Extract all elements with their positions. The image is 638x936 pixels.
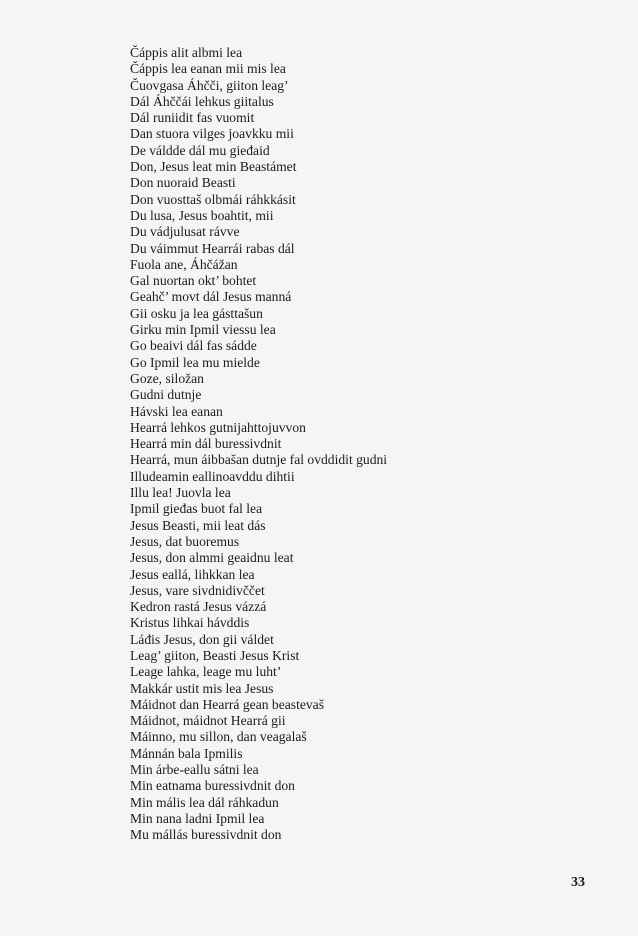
index-entry: Fuola ane, Áhčážan [130,256,238,272]
index-entry: Kristus lihkai hávddis [130,615,250,631]
index-entry: Dál Áhččái lehkus giitalus [130,93,274,109]
index-entry: Don vuosttaš olbmái ráhkkásit [130,191,296,207]
index-entry: Illu lea! Juovla lea [130,485,231,501]
index-entry: Makkár ustit mis lea Jesus [130,680,274,696]
index-entry: Leage lahka, leage mu luht’ [130,664,282,680]
index-entry: Jesus Beasti, mii leat dás [130,517,266,533]
index-entry: Gudni dutnje [130,387,202,403]
index-entry: Go beaivi dál fas sádde [130,338,257,354]
index-entry: Máidnot dan Hearrá gean beastevaš [130,696,325,712]
index-entry: Kedron rastá Jesus vázzá [130,599,267,615]
index-entry: Gal nuortan okt’ bohtet [130,273,257,289]
index-entry: De váldde dál mu gieđaid [130,142,270,158]
index-entry: Hávski lea eanan [130,403,223,419]
index-entry: Hearrá lehkos gutnijahttojuvvon [130,419,306,435]
index-entry: Mánnán bala Ipmilis [130,745,243,761]
index-entry: Gii osku ja lea gásttašun [130,305,263,321]
index-entry: Máidnot, máidnot Hearrá gii [130,713,286,729]
index-entry: Hearrá min dál buressivdnit [130,436,282,452]
index-entry: Leag’ giiton, Beasti Jesus Krist [130,647,300,663]
index-entry: Čáppis lea eanan mii mis lea [130,61,286,77]
index-entry: Jesus, dat buoremus [130,533,240,549]
index-entry: Dál runiidit fas vuomit [130,110,255,126]
index-entry: Čuovgasa Áhčči, giiton leag’ [130,77,289,93]
index-entry: Ipmil gieđas buot fal lea [130,501,263,517]
index-entry: Min eatnama buressivdnit don [130,778,295,794]
index-entry: Jesus eallá, lihkkan lea [130,566,255,582]
index-entry: Jesus, don almmi geaidnu leat [130,550,294,566]
first-line-index [130,45,387,844]
index-entry: Min nana ladni Ipmil lea [130,810,265,826]
index-entry: Geahč’ movt dál Jesus manná [130,289,292,305]
index-entry: Du vádjulusat rávve [130,224,240,240]
index-entry: Goze, siložan [130,370,204,386]
index-entry: Go Ipmil lea mu mielde [130,354,260,370]
index-entry: Don, Jesus leat min Beastámet [130,159,297,175]
index-entry: Jesus, vare sivdnidivččet [130,582,265,598]
index-entry: Don nuoraid Beasti [130,175,236,191]
index-entry: Mu mállás buressivdnit don [130,827,282,843]
index-entry: Min mális lea dál ráhkadun [130,794,279,810]
index-entry: Du lusa, Jesus boahtit, mii [130,207,274,223]
index-entry: Girku min Ipmil viessu lea [130,322,276,338]
index-entry: Min árbe-eallu sátni lea [130,762,259,778]
index-entry: Máinno, mu sillon, dan veagalaš [130,729,307,745]
index-entry: Láđis Jesus, don gii váldet [130,631,274,647]
index-entry: Hearrá, mun áibbašan dutnje fal ovddidit gudni [130,452,388,468]
index-entry: Čáppis alit albmi lea [130,45,243,60]
index-entry: Du váimmut Hearrái rabas dál [130,240,295,256]
index-entry: Dan stuora vilges joavkku mii [130,126,294,142]
page-number: 33 [571,875,585,890]
index-entry: Illudeamin eallinoavddu dihtii [130,468,295,484]
